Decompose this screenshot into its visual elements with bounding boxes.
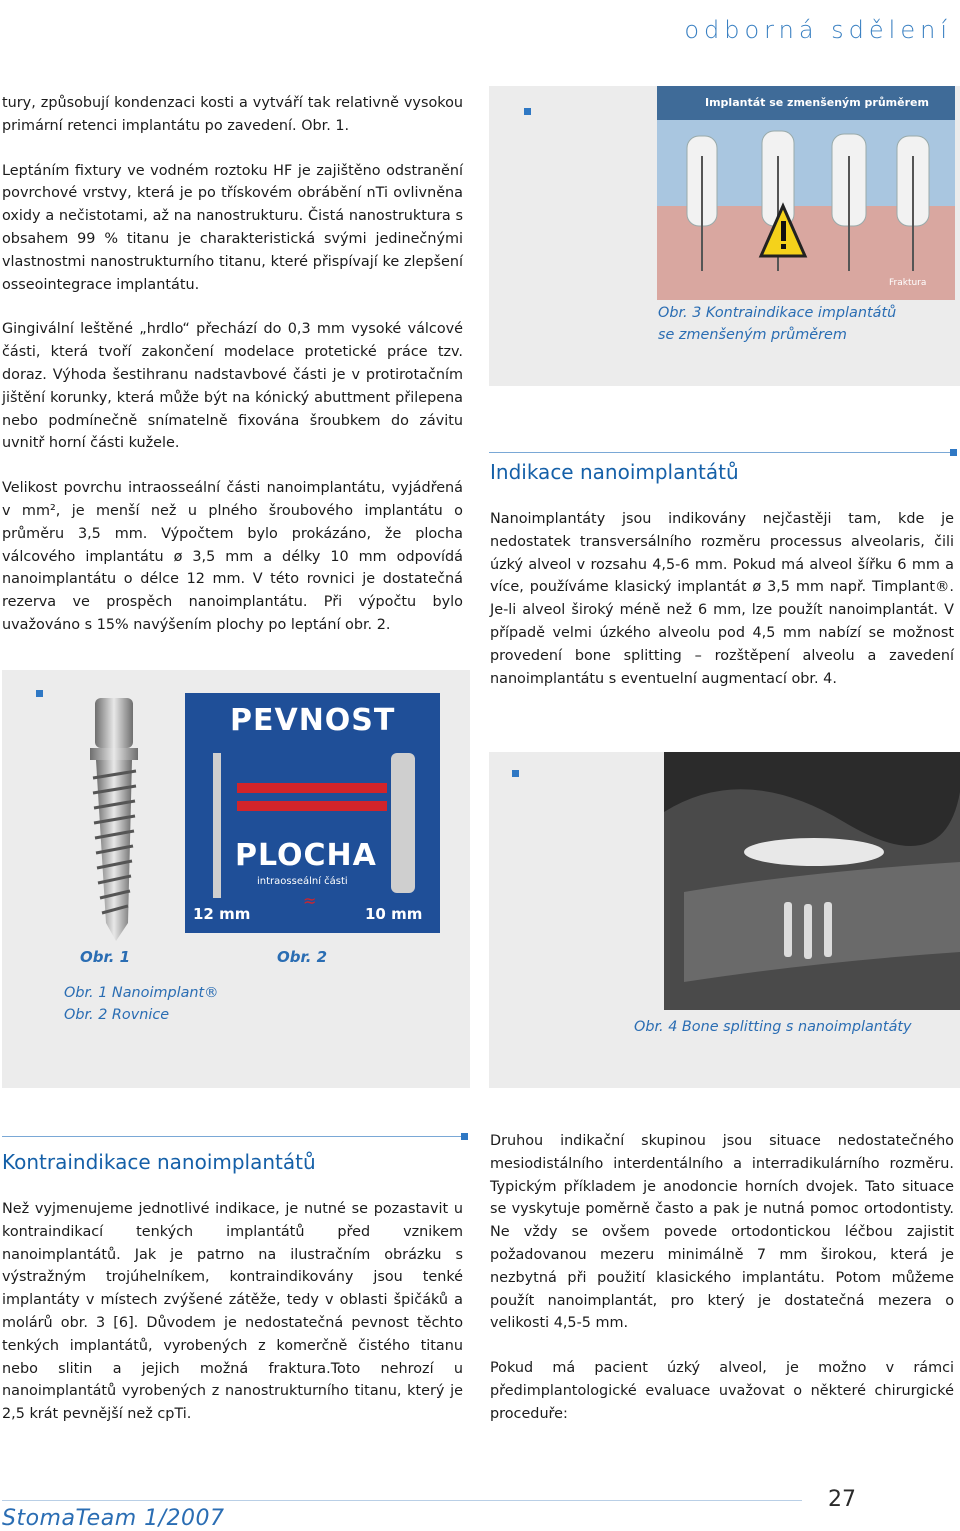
footer-brand: StomaTeam 1/2007 — [2, 1506, 225, 1531]
figure-2-label: Obr. 2 — [277, 948, 328, 966]
indikace-text: Nanoimplantáty jsou indikovány nejčastěji tam, kde je nedostatek transversálního rozměru processus alveolaris, čili úzký alveol v rozsahu 4,5-6 mm. Pokud má alveol šířku 6 mm a více, používáme klasický implantát ø 3,5 mm např. Timplant®. Je-li alveol široký méně než 6 mm, lze použít nanoimplantát. V případě velmi úzkého alveolu pod 4,5 mm nabízí se možnost provedení bone splitting – rozštěpení alveolu a zavedení nanoimplantátu s eventuelní augmentací obr. 4. — [490, 511, 954, 687]
rule-end-marker — [461, 1133, 468, 1140]
kontra-rule — [2, 1136, 462, 1137]
indikace-text-block — [490, 508, 954, 704]
corner-marker — [36, 690, 43, 697]
kontra-text-block — [2, 1198, 463, 1440]
figure-2-caption: Obr. 2 Rovnice — [64, 1007, 170, 1023]
plocha-sub-label: intraosseální části — [257, 876, 348, 887]
equals-bar-bottom — [237, 801, 387, 811]
figure-3-caption-line1: Obr. 3 Kontraindikace implantátů — [658, 305, 897, 321]
paragraph-2: Leptáním fixtury ve vodném roztoku HF je zajištěno odstranění povrchové vrstvy, která je po třískovém obrábění nTi ovlivněna oxidy a nečistotami, až na nanostrukturu. Čistá nanostruktura s obsahem 99 % titanu je charakteristická svými jedinečnými vlastnostmi nanostrukturního titanu, které přispívají ke zlepšení osseointegrace implantátu. — [2, 162, 463, 293]
figure-3-caption-line2: se zmenšeným průměrem — [658, 327, 847, 343]
left-column-text — [2, 92, 463, 651]
thin-implant-icon — [207, 753, 227, 903]
corner-marker — [524, 108, 531, 115]
figure-1-label: Obr. 1 — [80, 948, 131, 966]
wide-implant-icon — [383, 753, 423, 898]
kontra-heading: Kontraindikace nanoimplantátů — [2, 1150, 316, 1174]
indikace-rule — [489, 452, 951, 453]
nanoimplant-icon — [60, 693, 170, 943]
implant-illustration — [657, 86, 955, 300]
figure-2-equation-image — [185, 693, 440, 933]
length-left: 12 mm — [193, 905, 251, 923]
figure-1-2-caption — [64, 982, 364, 1026]
rule-end-marker — [950, 449, 957, 456]
footer-rule — [2, 1500, 802, 1501]
corner-marker — [512, 770, 519, 777]
right-bottom-paragraph-2: Pokud má pacient úzký alveol, je možno v rámci předimplantologické evaluace uvažovat o některé chirurgické proceduře: — [490, 1360, 954, 1422]
kontra-text: Než vyjmenujeme jednotlivé indikace, je nutné se pozastavit u kontraindikací tenkých implantátů před vznikem nanoimplantátů. Jak je patrno na ilustračním obrázku s výstražným trojúhelníkem, kontraindikovány jsou tenké implantáty v místech zvýšené zátěže, tedy v oblasti špičáků a molárů obr. 3 [6]. Důvodem je nedostatečná pevnost těchto tenkých implantátů, vyrobených z komerčně čistého titanu nebo slitin a jejich možná fraktura.Toto nehrozí u nanoimplantátů vyrobených z nanostrukturního titanu, který je 2,5 krát pevnější než cpTi. — [2, 1201, 463, 1423]
pevnost-label: PEVNOST — [230, 703, 396, 738]
paragraph-3: Gingivální leštěné „hrdlo“ přechází do 0,3 mm vysoké válcové části, která tvoří zakončení modelace protetické práce tzv. doraz. Výhoda šestihranu nadstavbové části je v protirotačním jištění korunky, která může být na kónický abuttment přilepena nebo podmínečně snímatelně fixována šroubkem do závitu uvnitř horní části kužele. — [2, 321, 463, 452]
length-right: 10 mm — [365, 905, 423, 923]
paragraph-4: Velikost povrchu intraosseální části nanoimplantátu, vyjádřená v mm², je menší než u plného šroubového implantátu o průměru 3,5 mm. Výpočtem bylo prokázáno, že plocha válcového implantátu ø 3,5 mm a délky 10 mm odpovídá nanoimplantátu o délce 12 mm. V této rovnici je dostatečná rezerva ve prospěch nanoimplantátu. Při výpočtu bylo uvažováno s 15% navýšením plochy po leptání obr. 2. — [2, 480, 463, 633]
figure-3-image-label: Fraktura — [889, 278, 927, 288]
approx-icon: ≈ — [303, 891, 317, 910]
page-number: 27 — [828, 1487, 856, 1512]
figure-3-caption — [658, 302, 958, 346]
paragraph-1: tury, způsobují kondenzaci kosti a vytváří tak relativně vysokou primární retenci implantátu po zavedení. Obr. 1. — [2, 95, 463, 134]
xray-illustration — [664, 752, 960, 1010]
plocha-label: PLOCHA — [235, 838, 377, 873]
equals-bar-top — [237, 783, 387, 793]
figure-4-caption: Obr. 4 Bone splitting s nanoimplantáty — [634, 1019, 912, 1035]
figure-4-xray-image — [664, 752, 960, 1010]
figure-3-image — [657, 86, 955, 300]
indikace-heading: Indikace nanoimplantátů — [490, 460, 739, 484]
figure-1-nanoimplant-image — [60, 693, 170, 943]
right-bottom-paragraph-1: Druhou indikační skupinou jsou situace nedostatečného mesiodistálního interdentálního a interradikulárního rozměru. Typickým příkladem je anodoncie horních dvojek. Tato situace se vyskytuje poměrně často a pak je nutná pomoc ortodontisty. Ne vždy se ovšem povede ortodontickou léčbou zajistit požadovanou mezeru minimálně 7 mm širokou, která je nezbytná při použití klasického implantátu. Potom můžeme použít nanoimplantát, pro který je dostatečná mezera o velikosti 4,5-5 mm. — [490, 1133, 954, 1332]
figure-3-image-title: Implantát se zmenšeným průměrem — [705, 96, 929, 109]
figure-1-caption: Obr. 1 Nanoimplant® — [64, 985, 219, 1001]
section-label: odborná sdělení — [684, 16, 952, 44]
right-bottom-text — [490, 1130, 954, 1440]
